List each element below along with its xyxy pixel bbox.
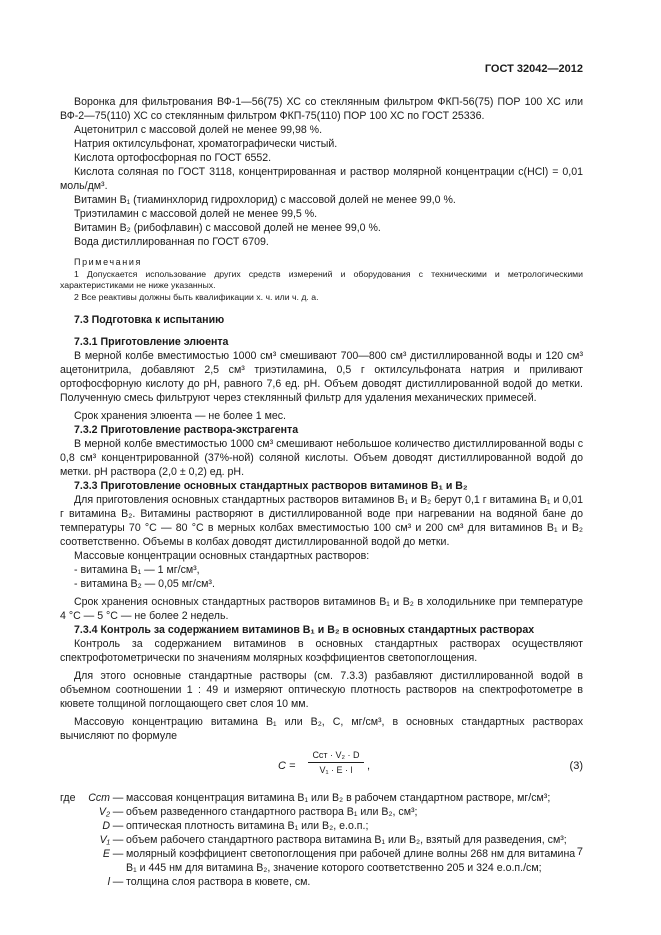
legend-item: [60, 875, 583, 889]
note-item: 1 Допускается использование других средств измерений и оборудования с техническими и метрологическими характеристиками не ниже указанных.: [60, 268, 583, 290]
notes-block: [60, 257, 583, 303]
section-7-3-2-paragraph: В мерной колбе вместимостью 1000 см³ смешивают небольшое количество дистиллированной воды с 0,8 см³ концентрированной (37%-ной) соляной кислоты. Объем доводят дистиллированной водой до метки. pH раствора (2,0 ± 0,2) ед. pH.: [60, 438, 583, 478]
section-7-3-3-paragraph: Для приготовления основных стандартных растворов витаминов В₁ и В₂ берут 0,1 г витамина В₁ и 0,01 г витамина В₂. Витамины растворяют в дистиллированной воде при нагревании на водяной бане до температуры 70 °С — 80 °С в мерных колбах вместимостью 100 см³ и 200 см³ для витаминов В₁ и В₂ соответственно. Объемы в колбах доводят дистиллированной водой до метки.: [60, 494, 583, 548]
notes-title: Примечания: [74, 257, 142, 267]
legend-text: массовая концентрация витамина В₁ или В₂ в рабочем стандартном растворе, мг/см³;: [126, 792, 551, 804]
reagent-acetonitrile: Ацетонитрил с массовой долей не менее 99,98 %.: [74, 124, 323, 136]
legend-text: толщина слоя раствора в кювете, см.: [126, 876, 311, 888]
legend-item: [60, 833, 583, 847]
legend-symbol: V₂: [98, 806, 110, 818]
legend-text: объем разведенного стандартного раствора В₁ или В₂, см³;: [126, 806, 418, 818]
section-7-3-4-formula-intro: Массовую концентрацию витамина В₁ или В₂, C, мг/см³, в основных стандартных растворах вычисляют по формуле: [60, 716, 583, 742]
reagent-vitamin-b2: Витамин В₂ (рибофлавин) с массовой долей не менее 99,0 %.: [74, 222, 381, 234]
legend-item: [60, 791, 583, 805]
legend-dash: —: [112, 820, 124, 832]
section-7-3-3-title: 7.3.3 Приготовление основных стандартных растворов витаминов В₁ и В₂: [74, 480, 468, 492]
formula-numerator: Cст · V₂ · D: [308, 749, 364, 763]
concentration-b1: - витамина В₁ — 1 мг/см³,: [74, 564, 200, 576]
legend-symbol: D: [102, 820, 110, 832]
formula-legend: [60, 791, 583, 889]
document-code: ГОСТ 32042—2012: [484, 63, 583, 75]
section-7-3-3-concentrations: Массовые концентрации основных стандартных растворов:: [74, 550, 370, 562]
formula-fraction: [308, 749, 364, 776]
section-7-3-1-storage: Срок хранения элюента — не более 1 мес.: [74, 410, 286, 422]
formula-denominator: V₁ · E · l: [319, 765, 353, 775]
section-7-3-4-title: 7.3.4 Контроль за содержанием витаминов В₁ и В₂ в основных стандартных растворах: [74, 624, 535, 636]
formula-comma: ,: [367, 760, 371, 772]
legend-dash: —: [112, 834, 124, 846]
legend-prefix: где: [60, 792, 76, 804]
legend-item: [60, 847, 583, 875]
reagent-sodium-octylsulfonate: Натрия октилсульфонат, хроматографически чистый.: [74, 138, 338, 150]
legend-text: молярный коэффициент светопоглощения при рабочей длине волны 268 нм для витамина В₁ и 445 нм для витамина В₂, значение которого соответственно 205 и 324 е.о.п./см;: [126, 848, 576, 874]
reagent-hydrochloric-acid: Кислота соляная по ГОСТ 3118, концентрированная и раствор молярной концентрации c(HCl) = 0,01 моль/дм³.: [60, 166, 583, 192]
legend-dash: —: [112, 806, 124, 818]
reagent-funnel: Воронка для фильтрования ВФ-1—56(75) ХС со стеклянным фильтром ФКП-56(75) ПОР 100 ХС или ВФ-2—75(110) ХС со стеклянным фильтром ФКП-75(110) ПОР 100 ХС по ГОСТ 25336.: [60, 96, 583, 122]
section-7-3-1-paragraph: В мерной колбе вместимостью 1000 см³ смешивают 700—800 см³ дистиллированной воды и 120 см³ ацетонитрила, добавляют 2,5 см³ триэтиламина, 0,5 г октилсульфоната натрия и приливают ортофосфорную кислоту до pH, равного 7,6 ед. pH. Объем доводят дистиллированной водой до метки. Полученную смесь фильтруют через стеклянный фильтр для удаления механических примесей.: [60, 350, 583, 404]
section-7-3-title: 7.3 Подготовка к испытанию: [74, 314, 225, 326]
formula-lhs: C =: [278, 760, 296, 772]
note-item: 2 Все реактивы должны быть квалификации х. ч. или ч. д. а.: [74, 291, 319, 302]
formula-3: [60, 747, 583, 789]
legend-symbol: E: [102, 848, 110, 860]
formula-number: (3): [569, 760, 583, 772]
section-7-3-4-dilution: Для этого основные стандартные растворы (см. 7.3.3) разбавляют дистиллированной водой в объемном соотношении 1 : 49 и измеряют оптическую плотность растворов на спектрофотометре в кювете толщиной поглощающего свет слоя 10 мм.: [60, 670, 583, 710]
legend-text: оптическая плотность витамина В₁ или В₂, е.о.п.;: [126, 820, 369, 832]
legend-symbol: Cст: [88, 792, 110, 804]
legend-text: объем рабочего стандартного раствора витамина В₁ или В₂, взятый для разведения, см³;: [126, 834, 567, 846]
section-7-3-3-storage: Срок хранения основных стандартных растворов витаминов В₁ и В₂ в холодильнике при температуре 4 °С — 5 °С — не более 2 недель.: [60, 596, 583, 622]
legend-item: [60, 819, 583, 833]
section-7-3-1-title: 7.3.1 Приготовление элюента: [74, 336, 229, 348]
reagent-triethylamine: Триэтиламин с массовой долей не менее 99,5 %.: [74, 208, 318, 220]
section-7-3-2-title: 7.3.2 Приготовление раствора-экстрагента: [74, 424, 299, 436]
page-content: [60, 95, 583, 889]
reagent-distilled-water: Вода дистиллированная по ГОСТ 6709.: [74, 236, 269, 248]
reagent-phosphoric-acid: Кислота ортофосфорная по ГОСТ 6552.: [74, 152, 272, 164]
reagent-vitamin-b1: Витамин В₁ (тиаминхлорид гидрохлорид) с массовой долей не менее 99,0 %.: [74, 194, 456, 206]
legend-dash: —: [112, 792, 124, 804]
legend-item: [60, 805, 583, 819]
legend-dash: —: [112, 876, 124, 888]
section-7-3-4-paragraph: Контроль за содержанием витаминов в основных стандартных растворах осуществляют спектрофотометрически по значениям молярных коэффициентов светопоглощения.: [60, 638, 583, 664]
legend-symbol: l: [107, 876, 110, 888]
page-number: 7: [576, 846, 583, 858]
legend-symbol: V₁: [99, 834, 110, 846]
legend-dash: —: [112, 848, 124, 860]
concentration-b2: - витамина В₂ — 0,05 мг/см³.: [74, 578, 215, 590]
